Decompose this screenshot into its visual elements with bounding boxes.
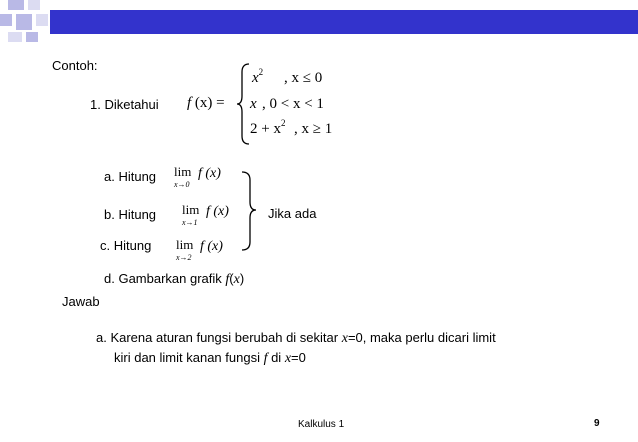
answer-a-line-2	[114, 350, 306, 367]
square-decoration	[8, 0, 24, 10]
limit-function: f (x)	[198, 166, 221, 181]
case-condition: , x ≤ 0	[284, 70, 323, 86]
limit-function: f (x)	[206, 204, 229, 219]
limit-subscript: x→0	[174, 180, 190, 189]
answer-variable: x	[341, 331, 348, 346]
case-row	[250, 96, 324, 113]
limit-operator: lim	[174, 164, 192, 179]
answer-text: a. Karena aturan fungsi berubah di sekitar	[96, 330, 342, 345]
case-expression: 2 + x	[250, 121, 281, 137]
square-decoration	[8, 32, 22, 42]
task-d-variable: x	[233, 272, 240, 287]
answer-text: kiri dan limit kanan fungsi	[114, 350, 264, 365]
case-condition: , 0 < x < 1	[262, 96, 324, 112]
square-decoration	[26, 32, 38, 42]
limit-subscript: x→1	[182, 218, 198, 227]
limit-operator: lim	[182, 202, 200, 217]
square-decoration	[36, 14, 48, 26]
page-number: 9	[594, 418, 600, 429]
case-expression: x	[252, 70, 259, 86]
task-b-label: b. Hitung	[104, 207, 157, 222]
case-row	[250, 118, 333, 138]
heading-contoh: Contoh:	[52, 58, 98, 73]
limit-subscript: x→2	[176, 253, 192, 262]
right-brace	[240, 170, 258, 252]
corner-squares-decoration	[0, 0, 60, 60]
answer-text: =0, maka perlu dicari limit	[347, 330, 496, 345]
jika-ada-note: Jika ada	[268, 206, 317, 221]
case-exponent: 2	[258, 67, 264, 77]
answer-function: f	[263, 351, 268, 366]
heading-jawab: Jawab	[62, 294, 100, 309]
function-symbol: f	[187, 95, 192, 111]
square-decoration	[16, 14, 32, 30]
function-definition-lhs	[187, 95, 225, 112]
task-d	[104, 271, 244, 288]
answer-variable: x	[284, 351, 292, 366]
task-d-text: d. Gambarkan grafik	[104, 271, 226, 286]
task-d-paren-open: (	[229, 271, 234, 286]
limit-function: f (x)	[200, 239, 223, 254]
square-decoration	[0, 14, 12, 26]
case-condition: , x ≥ 1	[294, 121, 333, 137]
task-d-paren-close: )	[239, 271, 245, 286]
task-a-label: a. Hitung	[104, 169, 157, 184]
case-exponent: 2	[280, 118, 286, 128]
answer-text: =0	[291, 350, 306, 365]
limit-operator: lim	[176, 237, 194, 252]
square-decoration	[28, 0, 40, 10]
task-d-function: f	[225, 272, 230, 287]
case-expression: x	[250, 96, 257, 112]
task-c-label: c. Hitung	[100, 238, 152, 253]
function-argument: (x) =	[194, 95, 225, 111]
header-band	[50, 10, 638, 34]
item-1-label: 1. Diketahui	[90, 97, 159, 112]
case-row	[252, 67, 323, 87]
answer-text: di	[267, 350, 285, 365]
answer-a-line-1	[96, 330, 496, 347]
footer-course-title: Kalkulus 1	[298, 419, 345, 430]
